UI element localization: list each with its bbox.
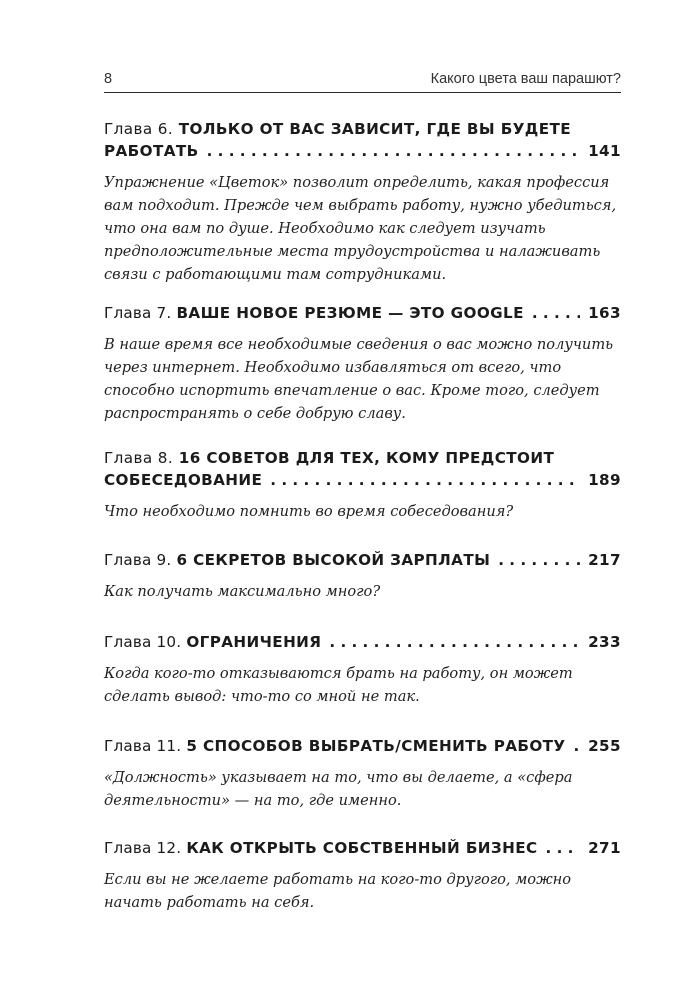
chapter-page-number: 189 — [588, 471, 621, 489]
chapter-prefix: Глава 8. — [104, 449, 174, 467]
page-header — [104, 66, 621, 93]
dot-leader — [329, 631, 580, 653]
chapter-page-number: 255 — [588, 737, 621, 755]
chapter-title — [104, 735, 621, 757]
toc-entry-chapter-11 — [104, 735, 621, 812]
chapter-description: Если вы не желаете работать на кого-то другого, можно начать работать на себя. — [104, 871, 572, 911]
chapter-title-line — [104, 469, 621, 491]
chapter-title — [104, 447, 621, 491]
chapter-description: Что необходимо помнить во время собеседования? — [104, 503, 514, 520]
chapter-title — [104, 549, 621, 571]
chapter-page-number: 271 — [588, 839, 621, 857]
toc-entry-chapter-6 — [104, 118, 621, 286]
chapter-page-number: 141 — [588, 142, 621, 160]
chapter-title — [104, 302, 621, 324]
dot-leader — [207, 140, 580, 162]
chapter-title-text: СОБЕСЕДОВАНИЕ — [104, 471, 263, 489]
toc-entry-chapter-9 — [104, 549, 621, 603]
chapter-title-text: КАК ОТКРЫТЬ СОБСТВЕННЫЙ БИЗНЕС — [186, 839, 538, 857]
dot-leader — [574, 735, 581, 757]
dot-leader — [546, 837, 581, 859]
chapter-title — [104, 837, 621, 859]
toc-entry-chapter-7 — [104, 302, 621, 425]
chapter-title — [104, 631, 621, 653]
chapter-prefix: Глава 9. — [104, 551, 172, 569]
chapter-description: В наше время все необходимые сведения о вас можно получить через интернет. Необходимо избавляться от всего, что способно испортить впечатление о вас. Кроме того, следует распространять о себе добрую славу. — [104, 336, 614, 422]
chapter-title-line — [104, 140, 621, 162]
toc-entry-chapter-10 — [104, 631, 621, 708]
chapter-description: Когда кого-то отказываются брать на работу, он может сделать вывод: что-то со мной не так. — [104, 665, 573, 705]
chapter-description: «Должность» указывает на то, что вы делаете, а «сфера деятельности» — на то, где именно. — [104, 769, 573, 809]
chapter-prefix: Глава 12. — [104, 839, 182, 857]
chapter-title-line — [104, 549, 621, 571]
dot-leader — [498, 549, 580, 571]
toc-entry-chapter-8 — [104, 447, 621, 523]
chapter-title — [104, 118, 621, 162]
chapter-title-text: 16 СОВЕТОВ ДЛЯ ТЕХ, КОМУ ПРЕДСТОИТ — [178, 449, 555, 467]
chapter-title-line — [104, 302, 621, 324]
chapter-page-number: 163 — [588, 304, 621, 322]
chapter-title-line — [104, 118, 621, 140]
chapter-prefix: Глава 6. — [104, 120, 174, 138]
chapter-page-number: 217 — [588, 551, 621, 569]
chapter-title-text: ОГРАНИЧЕНИЯ — [186, 633, 322, 651]
running-title: Какого цвета ваш парашют? — [430, 71, 621, 87]
chapter-prefix: Глава 11. — [104, 737, 182, 755]
chapter-title-line — [104, 735, 621, 757]
page-number: 8 — [104, 71, 113, 87]
chapter-description: Как получать максимально много? — [104, 583, 381, 600]
chapter-title-text: 6 СЕКРЕТОВ ВЫСОКОЙ ЗАРПЛАТЫ — [176, 551, 491, 569]
dot-leader — [532, 302, 580, 324]
chapter-prefix: Глава 7. — [104, 304, 172, 322]
chapter-title-text: 5 СПОСОБОВ ВЫБРАТЬ/СМЕНИТЬ РАБОТУ — [186, 737, 566, 755]
toc-entry-chapter-12 — [104, 837, 621, 914]
chapter-title-line — [104, 447, 621, 469]
chapter-title-line — [104, 631, 621, 653]
chapter-prefix: Глава 10. — [104, 633, 182, 651]
dot-leader — [270, 469, 580, 491]
chapter-title-line — [104, 837, 621, 859]
chapter-title-text: ВАШЕ НОВОЕ РЕЗЮМЕ — ЭТО GOOGLE — [176, 304, 524, 322]
chapter-page-number: 233 — [588, 633, 621, 651]
chapter-description: Упражнение «Цветок» позволит определить, какая профессия вам подходит. Прежде чем выбрать работу, нужно убедиться, что она вам по душе. Необходимо как следует изучать предположительные места трудоустройства и налаживать связи с работающими там сотрудниками. — [104, 174, 617, 283]
chapter-title-text: ТОЛЬКО ОТ ВАС ЗАВИСИТ, ГДЕ ВЫ БУДЕТЕ — [178, 120, 572, 138]
chapter-title-text: РАБОТАТЬ — [104, 142, 199, 160]
